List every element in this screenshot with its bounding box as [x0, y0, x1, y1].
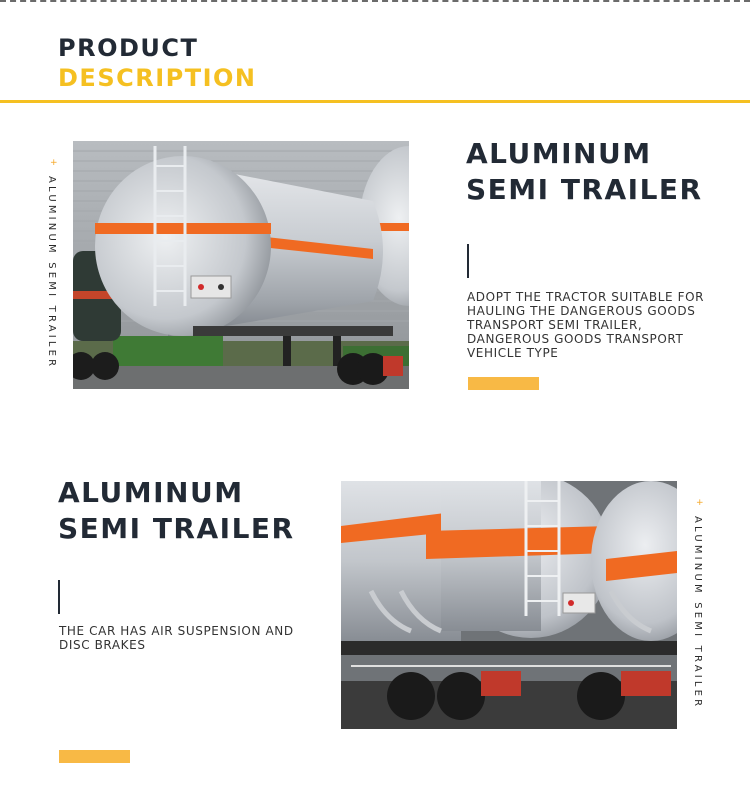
section1-description: ADOPT THE TRACTOR SUITABLE FOR HAULING THE DANGEROUS GOODS TRANSPORT SEMI TRAILER, DANGEROUS GOODS TRANSPORT VEHICLE TYPE: [467, 290, 705, 360]
section2-description: THE CAR HAS AIR SUSPENSION AND DISC BRAKES: [59, 624, 294, 652]
header-divider: [0, 100, 750, 103]
section2-orange-bar: [59, 750, 130, 763]
section1-orange-bar: [468, 377, 539, 390]
section1-accent-bar: [467, 244, 469, 278]
product-photo-1: [73, 141, 409, 389]
product-photo-2: [341, 481, 677, 729]
section2-accent-bar: [58, 580, 60, 614]
top-dashed-rule: [0, 0, 750, 2]
side-label-plus-2: +: [696, 498, 704, 508]
section1-title-line1: ALUMINUM: [466, 137, 652, 170]
side-label-plus-1: +: [50, 158, 58, 168]
section2-title-line1: ALUMINUM: [58, 476, 244, 509]
section1-title-line2: SEMI TRAILER: [466, 173, 703, 206]
header-title-line2: DESCRIPTION: [58, 64, 257, 92]
section2-title-line2: SEMI TRAILER: [58, 512, 295, 545]
side-label-1: ALUMINUM SEMI TRAILER: [46, 176, 57, 370]
side-label-2: ALUMINUM SEMI TRAILER: [692, 516, 703, 710]
header-title-line1: PRODUCT: [58, 34, 199, 62]
